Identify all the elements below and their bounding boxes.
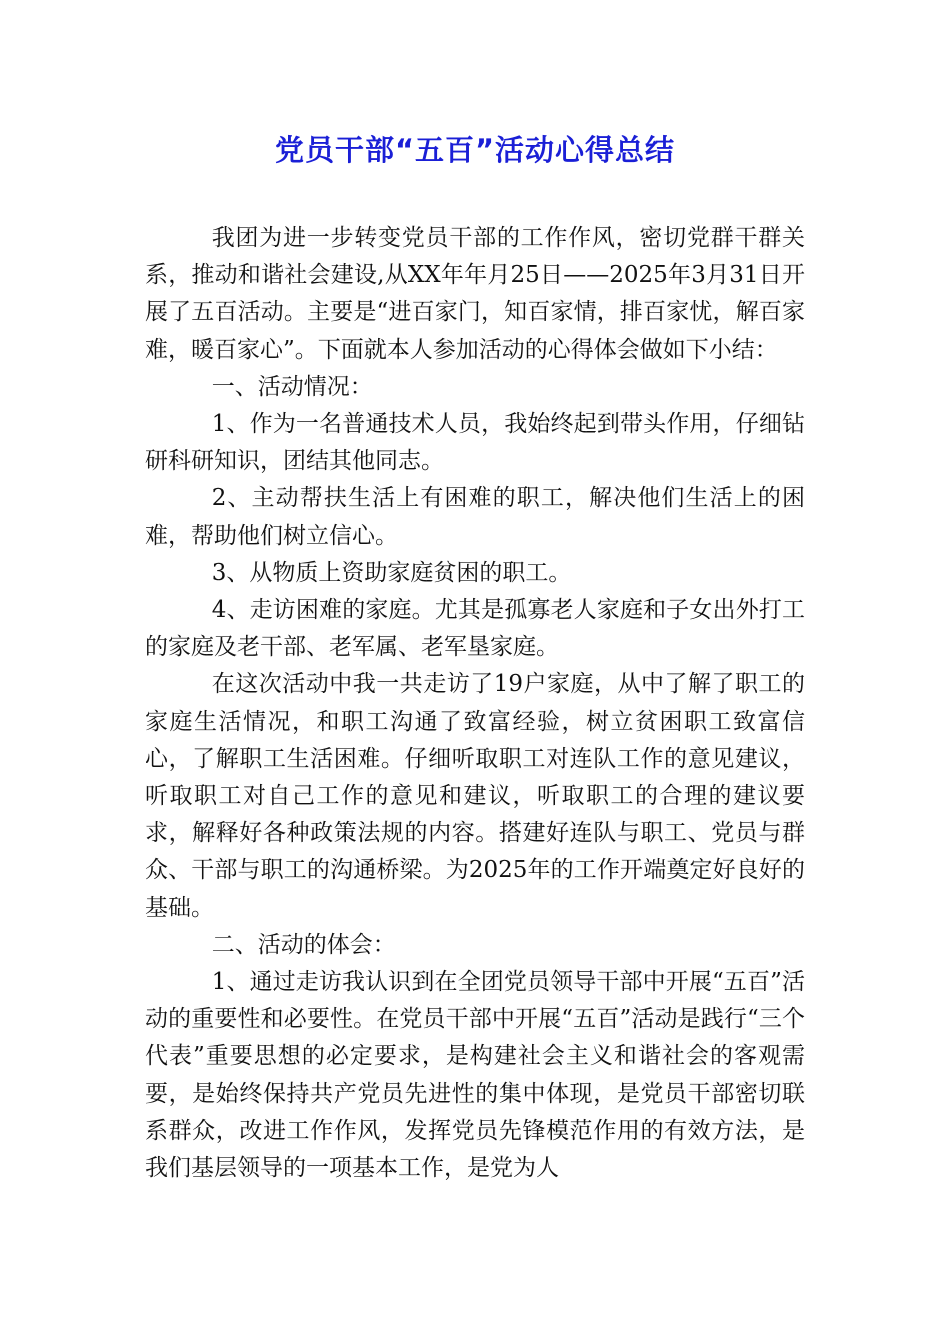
paragraph-item-4: 4、走访困难的家庭。尤其是孤寡老人家庭和子女出外打工的家庭及老干部、老军属、老军垦家庭。: [145, 597, 805, 661]
document-title: 党员干部“五百”活动心得总结: [274, 133, 676, 167]
paragraph-visit-summary: 在这次活动中我一共走访了19户家庭，从中了解了职工的家庭生活情况，和职工沟通了致富经验，树立贫困职工致富信心，了解职工生活困难。仔细听取职工对连队工作的意见建议，听取职工对自己工作的意见和建议，听取职工的合理的建议要求，解释好各种政策法规的内容。搭建好连队与职工、党员与群众、干部与职工的沟通桥梁。为2025年的工作开端奠定好良好的基础。: [145, 671, 805, 921]
section-heading-experience: 二、活动的体会：: [211, 931, 396, 958]
paragraph-item-3: 3、从物质上资助家庭贫困的职工。: [211, 559, 572, 586]
paragraph-item-2: 2、主动帮扶生活上有困难的职工，解决他们生活上的困难，帮助他们树立信心。: [145, 485, 805, 549]
paragraph-intro: 我团为进一步转变党员干部的工作作风，密切党群干群关系，推动和谐社会建设,从XX年年月25日——2025年3月31日开展了五百活动。主要是“进百家门，知百家情，排百家忧，解百家难，暖百家心”。下面就本人参加活动的心得体会做如下小结：: [145, 225, 805, 363]
paragraph-item-1: 1、作为一名普通技术人员，我始终起到带头作用，仔细钻研科研知识，团结其他同志。: [145, 411, 805, 475]
document-body: [145, 220, 805, 1187]
section-heading-activity: 一、活动情况：: [211, 373, 373, 400]
paragraph-experience-1: 1、通过走访我认识到在全团党员领导干部中开展“五百”活动的重要性和必要性。在党员干部中开展“五百”活动是践行“三个代表”重要思想的必定要求，是构建社会主义和谐社会的客观需要，是始终保持共产党员先进性的集中体现，是党员干部密切联系群众，改进工作作风，发挥党员先锋模范作用的有效方法，是我们基层领导的一项基本工作，是党为人: [145, 969, 805, 1182]
